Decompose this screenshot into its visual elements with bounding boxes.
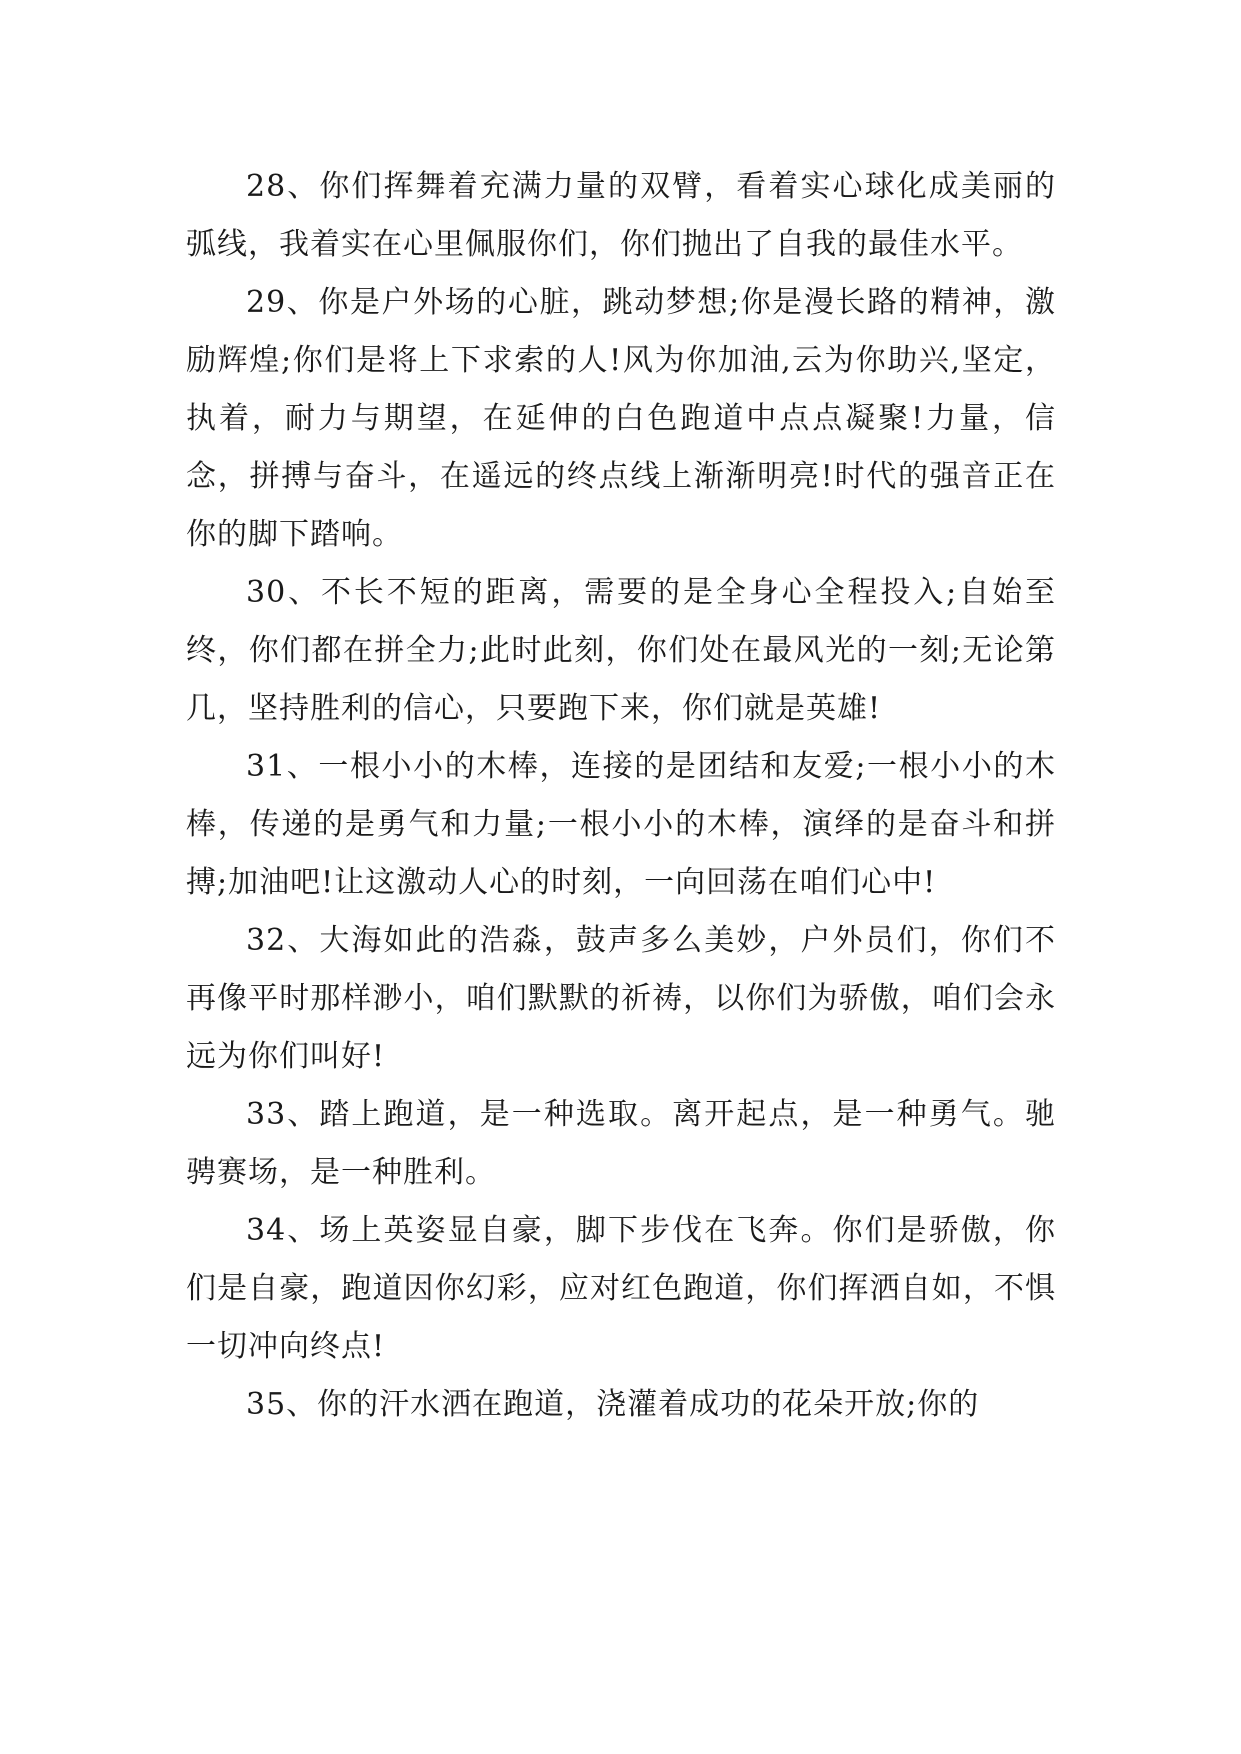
paragraph-30: 30、不长不短的距离，需要的是全身心全程投入;自始至终，你们都在拼全力;此时此刻，你们处在最风光的一刻;无论第几，坚持胜利的信心，只要跑下来，你们就是英雄! (186, 575, 1056, 726)
paragraph-35: 35、你的汗水洒在跑道，浇灌着成功的花朵开放;你的 (246, 1387, 980, 1422)
paragraph-32: 32、大海如此的浩淼，鼓声多么美妙，户外员们，你们不再像平时那样渺小，咱们默默的祈祷，以你们为骄傲，咱们会永远为你们叫好! (186, 923, 1056, 1074)
paragraph-31: 31、一根小小的木棒，连接的是团结和友爱;一根小小的木棒，传递的是勇气和力量;一根小小的木棒，演绎的是奋斗和拼搏;加油吧!让这激动人心的时刻，一向回荡在咱们心中! (186, 749, 1056, 900)
paragraph-34: 34、场上英姿显自豪，脚下步伐在飞奔。你们是骄傲，你们是自豪，跑道因你幻彩，应对红色跑道，你们挥洒自如，不惧一切冲向终点! (186, 1213, 1056, 1364)
paragraph-28: 28、你们挥舞着充满力量的双臂，看着实心球化成美丽的弧线，我着实在心里佩服你们，你们抛出了自我的最佳水平。 (186, 169, 1056, 262)
paragraph-33: 33、踏上跑道，是一种选取。离开起点，是一种勇气。驰骋赛场，是一种胜利。 (186, 1097, 1056, 1190)
paragraph-29: 29、你是户外场的心脏，跳动梦想;你是漫长路的精神，激励辉煌;你们是将上下求索的人!风为你加油,云为你助兴,坚定，执着，耐力与期望，在延伸的白色跑道中点点凝聚!力量，信念，拼搏与奋斗，在遥远的终点线上渐渐明亮!时代的强音正在你的脚下踏响。 (186, 285, 1056, 552)
document-body (186, 158, 1056, 1434)
